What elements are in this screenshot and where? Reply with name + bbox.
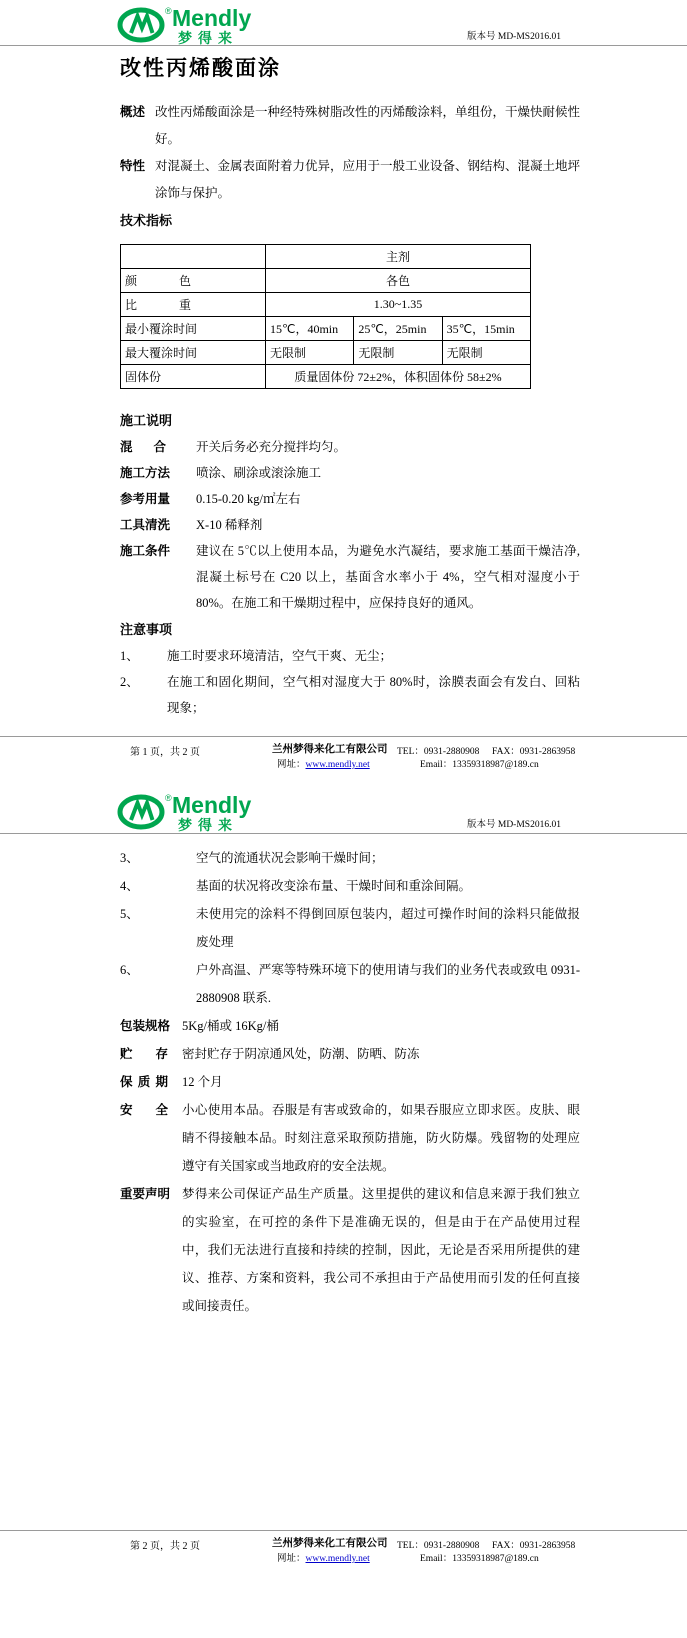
- entry-text: 5Kg/桶或 16Kg/桶: [182, 1019, 279, 1033]
- entry-text: 喷涂、刷涂或滚涂施工: [196, 466, 322, 480]
- note-text: 基面的状况将改变涂布量、干燥时间和重涂间隔。: [196, 879, 472, 893]
- table-row-max-recoat: [121, 341, 531, 365]
- features-label: 特性: [120, 159, 146, 173]
- tech-indicators-heading: 技术指标: [120, 213, 173, 228]
- note-text: 施工时要求环境清洁，空气干爽、无尘；: [167, 649, 393, 663]
- website-link[interactable]: www.mendly.net: [305, 760, 370, 770]
- brand-name-cn: 梦得来: [178, 817, 238, 833]
- brand-name-en: Mendly: [172, 792, 252, 818]
- entry-packaging: [120, 1012, 580, 1040]
- table-row-solids: [121, 365, 531, 389]
- registered-mark: ®: [165, 6, 172, 16]
- entry-text: 开关后务必充分搅拌均匀。: [196, 440, 347, 454]
- footer-website: [277, 756, 370, 770]
- registered-mark: ®: [165, 793, 172, 803]
- entry-label: 安全: [120, 1103, 168, 1117]
- entry-text: 梦得来公司保证产品生产质量。这里提供的建议和信息来源于我们独立的实验室，在可控的条件下是准确无误的，但是由于在产品使用过程中，我们无法进行直接和持续的控制，因此，无论是否采用所提供的建议、推荐、方案和资料，我公司不承担由于产品使用而引发的任何直接或间接责任。: [182, 1187, 580, 1313]
- note-item-5: [120, 900, 580, 956]
- entry-disclaimer: [120, 1180, 580, 1320]
- footer-tel: TEL：0931-2880908: [397, 747, 480, 757]
- table-cell-value: 35℃，15min: [442, 317, 530, 341]
- page1-footer: [0, 736, 687, 771]
- page-2: [0, 780, 687, 1320]
- table-cell-value: 各色: [266, 269, 531, 293]
- table-cell-value: 无限制: [266, 341, 354, 365]
- entry-mixing: [120, 434, 580, 460]
- entry-label: 参考用量: [120, 492, 171, 506]
- entry-shelf-life: [120, 1068, 580, 1096]
- entry-storage: [120, 1040, 580, 1068]
- table-cell-value: 无限制: [354, 341, 442, 365]
- note-text: 空气的流通状况会影响干燥时间；: [196, 851, 384, 865]
- entry-method: [120, 460, 580, 486]
- note-item-1: [120, 643, 580, 669]
- page1-content: [120, 99, 580, 721]
- entry-label: 包装规格: [120, 1019, 171, 1033]
- table-row-color: [121, 269, 531, 293]
- page-number: 第 2 页，共 2 页: [130, 1541, 200, 1552]
- version-label: 版本号 MD-MS2016.01: [467, 820, 561, 830]
- table-cell-label: 颜色: [121, 269, 266, 293]
- note-text: 户外高温、严寒等特殊环境下的使用请与我们的业务代表或致电 0931-2880908 联系.: [196, 963, 580, 1005]
- footer-fax: FAX：0931-2863958: [492, 1541, 576, 1551]
- entry-safety: [120, 1096, 580, 1180]
- footer-website: [277, 1550, 370, 1564]
- note-text: 在施工和固化期间，空气相对湿度大于 80%时，涂膜表面会有发白、回粘现象；: [167, 675, 580, 715]
- note-number: 4、: [120, 879, 139, 893]
- overview-label: 概述: [120, 105, 146, 119]
- note-item-4: [120, 872, 580, 900]
- company-name: 兰州梦得来化工有限公司: [272, 744, 388, 755]
- table-cell-value: 15℃，40min: [266, 317, 354, 341]
- features-text: 对混凝土、金属表面附着力优异，应用于一般工业设备、钢结构、混凝土地坪涂饰与保护。: [155, 159, 581, 200]
- construction-heading: 施工说明: [120, 413, 173, 428]
- page2-header: [0, 780, 687, 834]
- table-cell-main-agent: 主剂: [266, 245, 531, 269]
- entry-text: 建议在 5℃以上使用本品，为避免水汽凝结，要求施工基面干燥洁净,混凝土标号在 C20 以上，基面含水率小于 4%，空气相对湿度小于 80%。在施工和干燥期过程中，应保持良好的通风。: [196, 544, 580, 610]
- note-item-3: [120, 844, 580, 872]
- page2-content: [120, 844, 580, 1320]
- entry-conditions: [120, 538, 580, 616]
- entry-consumption: [120, 486, 580, 512]
- table-row-density: [121, 293, 531, 317]
- footer-fax: FAX：0931-2863958: [492, 747, 576, 757]
- mendly-logo-icon: [116, 791, 294, 833]
- page-number: 第 1 页，共 2 页: [130, 747, 200, 758]
- table-cell-value: 质量固体份 72±2%，体积固体份 58±2%: [266, 365, 531, 389]
- company-name: 兰州梦得来化工有限公司: [272, 1538, 388, 1549]
- overview-paragraph: [120, 99, 580, 153]
- footer-email: Email：13359318987@189.cn: [420, 1554, 539, 1564]
- brand-name-en: Mendly: [172, 5, 252, 31]
- features-paragraph: [120, 153, 580, 207]
- version-label: 版本号 MD-MS2016.01: [467, 32, 561, 42]
- spec-table: [120, 244, 531, 389]
- table-row-min-recoat: [121, 317, 531, 341]
- entry-label: 施工条件: [120, 544, 171, 558]
- table-cell-value: 1.30~1.35: [266, 293, 531, 317]
- footer-tel: TEL：0931-2880908: [397, 1541, 480, 1551]
- note-number: 5、: [120, 907, 139, 921]
- website-link[interactable]: www.mendly.net: [305, 1554, 370, 1564]
- note-number: 6、: [120, 963, 139, 977]
- entry-label: 贮存: [120, 1047, 168, 1061]
- note-item-2: [120, 669, 580, 721]
- overview-text: 改性丙烯酸面涂是一种经特殊树脂改性的丙烯酸涂料，单组份，干燥快耐候性好。: [155, 105, 581, 146]
- page-title: 改性丙烯酸面涂: [120, 57, 281, 80]
- entry-label: 施工方法: [120, 466, 171, 480]
- entry-label: 混合: [120, 440, 166, 454]
- mendly-logo-icon: [116, 4, 294, 46]
- website-label: 网址：: [277, 1554, 306, 1564]
- page-1: [0, 0, 687, 721]
- notes-heading: 注意事项: [120, 622, 173, 637]
- entry-text: 12 个月: [182, 1075, 223, 1089]
- table-cell-label: 比重: [121, 293, 266, 317]
- table-cell-value: 无限制: [442, 341, 530, 365]
- table-cell-label: 最小覆涂时间: [121, 317, 266, 341]
- page2-footer: [0, 1530, 687, 1565]
- entry-text: 密封贮存于阴凉通风处，防潮、防晒、防冻: [182, 1047, 420, 1061]
- table-cell-label: 最大覆涂时间: [121, 341, 266, 365]
- entry-text: 0.15-0.20 kg/㎡左右: [196, 492, 301, 506]
- table-row-header: [121, 245, 531, 269]
- note-number: 2、: [120, 675, 139, 689]
- entry-tool-cleaning: [120, 512, 580, 538]
- page1-header: [0, 0, 687, 46]
- table-cell-value: 25℃，25min: [354, 317, 442, 341]
- table-cell-empty: [121, 245, 266, 269]
- note-number: 3、: [120, 851, 139, 865]
- entry-label: 保质期: [120, 1075, 168, 1089]
- entry-label: 重要声明: [120, 1187, 171, 1201]
- entry-label: 工具清洗: [120, 518, 171, 532]
- note-item-6: [120, 956, 580, 1012]
- entry-text: X-10 稀释剂: [196, 518, 263, 532]
- note-number: 1、: [120, 649, 139, 663]
- website-label: 网址：: [277, 760, 306, 770]
- table-cell-label: 固体份: [121, 365, 266, 389]
- note-text: 未使用完的涂料不得倒回原包装内，超过可操作时间的涂料只能做报废处理: [196, 907, 580, 949]
- footer-email: Email：13359318987@189.cn: [420, 760, 539, 770]
- entry-text: 小心使用本品。吞服是有害或致命的，如果吞服应立即求医。皮肤、眼睛不得接触本品。时刻注意采取预防措施，防火防爆。残留物的处理应遵守有关国家或当地政府的安全法规。: [182, 1103, 580, 1173]
- brand-name-cn: 梦得来: [178, 30, 238, 46]
